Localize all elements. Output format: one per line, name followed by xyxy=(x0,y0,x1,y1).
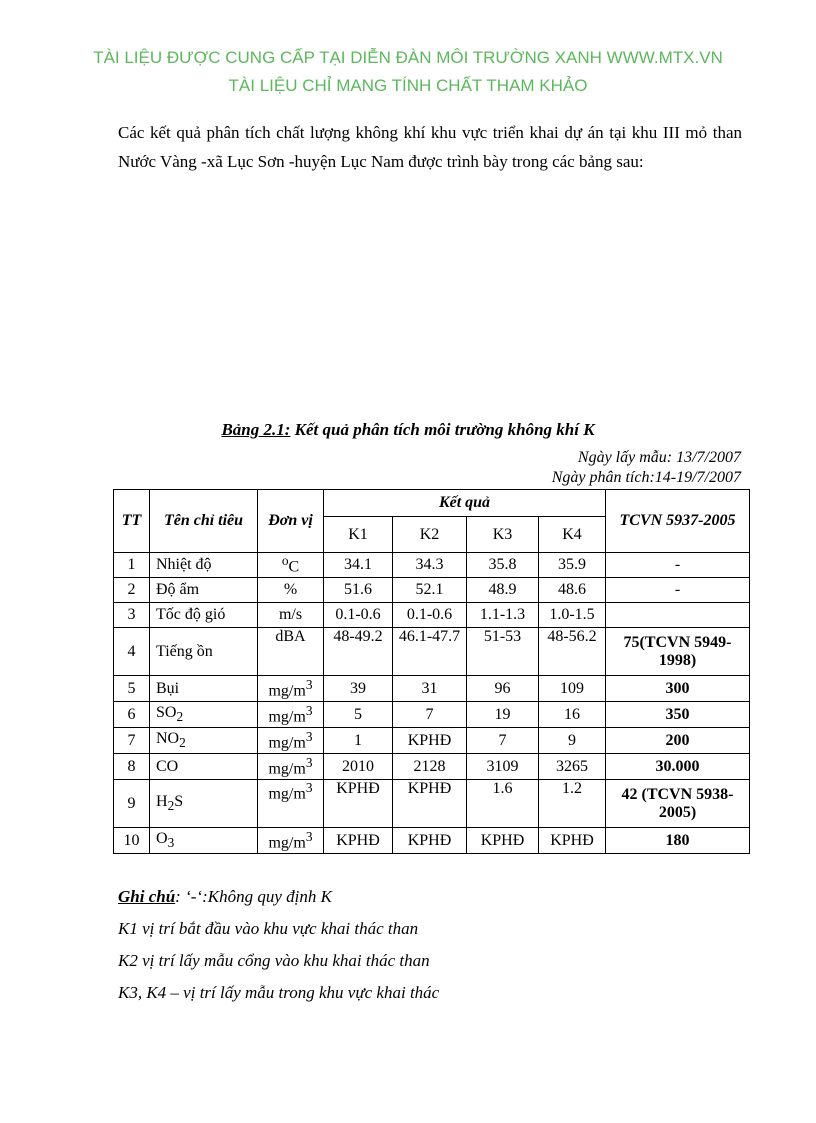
cell-unit: % xyxy=(258,578,324,603)
table-row xyxy=(114,603,750,628)
cell-k1: 48-49.2 xyxy=(324,628,393,676)
cell-tt: 5 xyxy=(114,676,150,702)
cell-name: $SO_2$ xyxy=(150,702,258,728)
cell-k2: 34.3 xyxy=(393,553,467,578)
table-caption xyxy=(0,420,816,440)
cell-k1: 39 xyxy=(324,676,393,702)
cell-k1: 34.1 xyxy=(324,553,393,578)
cell-std: 75(TCVN 5949-1998) xyxy=(606,628,750,676)
cell-k2: 46.1-47.7 xyxy=(393,628,467,676)
cell-name: $O_3$ xyxy=(150,828,258,854)
header-line-1: TÀI LIỆU ĐƯỢC CUNG CẤP TẠI DIỄN ĐÀN MÔI TRƯỜNG XANH WWW.MTX.VN xyxy=(93,48,723,67)
cell-k3: 7 xyxy=(467,728,539,754)
cell-k1: 0.1-0.6 xyxy=(324,603,393,628)
header-result: Kết quả xyxy=(324,490,606,517)
cell-k2: KPHĐ xyxy=(393,780,467,828)
cell-k3: 19 xyxy=(467,702,539,728)
table-row xyxy=(114,676,750,702)
header-k4: K4 xyxy=(539,517,606,553)
cell-name: $H_2S$ xyxy=(150,780,258,828)
cell-tt: 9 xyxy=(114,780,150,828)
cell-std: 350 xyxy=(606,702,750,728)
cell-k2: 2128 xyxy=(393,754,467,780)
header-unit: Đơn vị xyxy=(258,490,324,553)
cell-k1: 2010 xyxy=(324,754,393,780)
header-name: Tên chỉ tiêu xyxy=(150,490,258,553)
header-k2: K2 xyxy=(393,517,467,553)
notes xyxy=(118,885,439,1013)
cell-k4: 9 xyxy=(539,728,606,754)
header-tt: TT xyxy=(114,490,150,553)
cell-k4: 1.0-1.5 xyxy=(539,603,606,628)
cell-k3: 1.6 xyxy=(467,780,539,828)
cell-k4: 3265 xyxy=(539,754,606,780)
header-k3: K3 xyxy=(467,517,539,553)
cell-std: 30.000 xyxy=(606,754,750,780)
cell-tt: 1 xyxy=(114,553,150,578)
cell-k4: KPHĐ xyxy=(539,828,606,854)
table-row xyxy=(114,628,750,676)
table-row xyxy=(114,828,750,854)
cell-k2: KPHĐ xyxy=(393,828,467,854)
cell-k2: 0.1-0.6 xyxy=(393,603,467,628)
cell-k1: 1 xyxy=(324,728,393,754)
cell-k4: 109 xyxy=(539,676,606,702)
cell-tt: 7 xyxy=(114,728,150,754)
cell-name: $NO_2$ xyxy=(150,728,258,754)
cell-std: 180 xyxy=(606,828,750,854)
cell-k4: 48-56.2 xyxy=(539,628,606,676)
table-row xyxy=(114,780,750,828)
cell-k3: 48.9 xyxy=(467,578,539,603)
note-text-1: : ‘-‘:Không quy định K xyxy=(175,887,332,906)
cell-k1: KPHĐ xyxy=(324,780,393,828)
note-line-4: K3, K4 – vị trí lấy mẫu trong khu vực khai thác xyxy=(118,983,440,1002)
cell-unit: $mg/m^3$ xyxy=(258,780,324,828)
note-line-2: K1 vị trí bắt đầu vào khu vực khai thác than xyxy=(118,919,419,938)
cell-k3: KPHĐ xyxy=(467,828,539,854)
note-line-3: K2 vị trí lấy mẫu cổng vào khu khai thác than xyxy=(118,951,430,970)
intro-paragraph xyxy=(118,118,742,176)
cell-std: - xyxy=(606,578,750,603)
cell-k2: KPHĐ xyxy=(393,728,467,754)
header-k1: K1 xyxy=(324,517,393,553)
cell-unit: $mg/m^3$ xyxy=(258,702,324,728)
results-table xyxy=(113,489,750,854)
cell-k2: 31 xyxy=(393,676,467,702)
table-row xyxy=(114,578,750,603)
cell-unit: $mg/m^3$ xyxy=(258,754,324,780)
table-caption-label: Bảng 2.1: xyxy=(221,420,291,439)
cell-unit: $mg/m^3$ xyxy=(258,728,324,754)
cell-tt: 10 xyxy=(114,828,150,854)
cell-k3: 51-53 xyxy=(467,628,539,676)
cell-tt: 4 xyxy=(114,628,150,676)
cell-unit: $mg/m^3$ xyxy=(258,828,324,854)
cell-unit: $^o$C xyxy=(258,553,324,578)
note-label: Ghi chú xyxy=(118,887,176,906)
cell-tt: 3 xyxy=(114,603,150,628)
table-row xyxy=(114,728,750,754)
cell-name: Độ ẩm xyxy=(150,578,258,603)
cell-std: 42 (TCVN 5938-2005) xyxy=(606,780,750,828)
cell-k4: 35.9 xyxy=(539,553,606,578)
cell-std: 300 xyxy=(606,676,750,702)
cell-k3: 1.1-1.3 xyxy=(467,603,539,628)
analysis-date: Ngày phân tích:14-19/7/2007 xyxy=(551,469,741,486)
cell-k1: KPHĐ xyxy=(324,828,393,854)
cell-tt: 6 xyxy=(114,702,150,728)
cell-std: 200 xyxy=(606,728,750,754)
cell-name: Bụi xyxy=(150,676,258,702)
header-standard: TCVN 5937-2005 xyxy=(606,490,750,553)
cell-name: Tốc độ gió xyxy=(150,603,258,628)
cell-name: Tiếng ồn xyxy=(150,628,258,676)
cell-name: CO xyxy=(150,754,258,780)
cell-tt: 2 xyxy=(114,578,150,603)
cell-k2: 52.1 xyxy=(393,578,467,603)
cell-k4: 16 xyxy=(539,702,606,728)
intro-text: Các kết quả phân tích chất lượng không khí khu vực triển khai dự án tại khu III mỏ than Nước Vàng -xã Lục Sơn -huyện Lục Nam được trình bày trong các bảng sau: xyxy=(118,123,742,171)
table-row xyxy=(114,754,750,780)
cell-std: - xyxy=(606,553,750,578)
table-row xyxy=(114,553,750,578)
cell-name: Nhiệt độ xyxy=(150,553,258,578)
cell-std xyxy=(606,603,750,628)
cell-unit: m/s xyxy=(258,603,324,628)
table-caption-title: Kết quả phân tích môi trường không khí K xyxy=(290,420,595,439)
header-line-2: TÀI LIỆU CHỈ MANG TÍNH CHẤT THAM KHẢO xyxy=(228,76,588,95)
cell-k1: 51.6 xyxy=(324,578,393,603)
cell-unit: $mg/m^3$ xyxy=(258,676,324,702)
sampling-date: Ngày lấy mẫu: 13/7/2007 xyxy=(577,449,741,466)
cell-k3: 96 xyxy=(467,676,539,702)
cell-k1: 5 xyxy=(324,702,393,728)
cell-k4: 48.6 xyxy=(539,578,606,603)
cell-k3: 3109 xyxy=(467,754,539,780)
table-row xyxy=(114,702,750,728)
note-line-1 xyxy=(118,885,439,917)
cell-k4: 1.2 xyxy=(539,780,606,828)
cell-unit: dBA xyxy=(258,628,324,676)
cell-k3: 35.8 xyxy=(467,553,539,578)
cell-k2: 7 xyxy=(393,702,467,728)
cell-tt: 8 xyxy=(114,754,150,780)
